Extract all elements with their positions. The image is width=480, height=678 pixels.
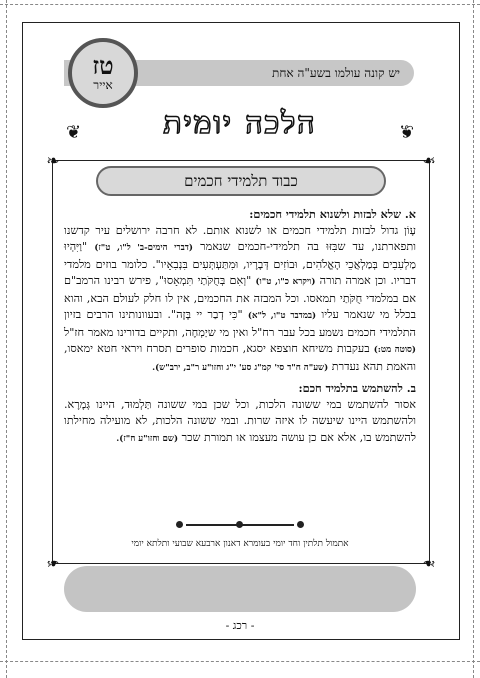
paragraph-heading: א. שלא לבזות ולשנוא תלמידי חכמים: [249, 207, 416, 221]
paragraph-heading: ב. להשתמש בתלמיד חכם: [298, 381, 416, 395]
flourish-right-icon: ❦ [398, 122, 414, 143]
separator-dot [297, 521, 304, 528]
text-segment: בעקבות משיחא חוצפא יסגא, חכמות סופרים תסרח ויראי חטא ימאסו, והאמת תהא נעדרת [64, 342, 416, 373]
page-number: - רכג - [225, 619, 255, 632]
page-title: הלכה יומית [163, 106, 317, 141]
date-day: טז [92, 51, 114, 80]
corner-ornament-icon: ❧ [422, 554, 436, 573]
source-reference: (ויקרא כ"ו, ט"ו) [255, 277, 316, 287]
date-month: אייר [93, 78, 113, 92]
source-reference: (שם וחזו"ע ח"ז). [116, 433, 179, 444]
separator-dot [176, 521, 183, 528]
section-title-tab [96, 166, 386, 196]
text-segment: "וְאִם בְּחֻקֹּתַי תִּמְאָסוּ", פירש רבינו הרמב"ם אם במלמדי חֻקֹּתַי תמאסו. וכל המבזה את החכמים, אין לו חלק לעולם הבא, והוא בכלל מי שנאמר עליו [64, 274, 416, 321]
text-segment: אסור להשתמש במי ששונה הלכות, וכל שכן במי ששונה תַּלְמוּד, היינו גְּמָרָא. ולהשתמש היינו שיעשה לו איזה שרות. ובמי ששונה הלכות, לא מועילה מחילתו להשתמש בו, אלא אם כן עושה מעצמו או תמורת שכר [64, 397, 416, 444]
flourish-left-icon: ❦ [66, 122, 82, 143]
text-segment: "כִּי דְבַר יי בָּזָה". ובעוונותינו הרבים בזיון התלמידי חכמים נשמע בכל עבר רח"ל ואין מי שיַמְחֶה, ותקיים בדורינו מאמר חז"ל [64, 308, 416, 339]
header-subtitle: יש קונה עולמו בשע"ה אחת [272, 65, 400, 80]
corner-ornament-icon: ❧ [46, 151, 60, 170]
source-reference: (דברי הימים-ב' ל"ו, ט"ז) [94, 243, 193, 253]
cut-line-right [473, 0, 474, 678]
corner-ornament-icon: ❧ [46, 554, 60, 573]
title-area [62, 106, 418, 146]
halacha-body [64, 206, 416, 447]
separator-ornament [176, 520, 304, 530]
date-badge [68, 38, 138, 108]
cut-line-top [0, 4, 480, 5]
separator-dot [236, 521, 243, 528]
text-segment: עָוֹן גדול לבזות תלמידי חכמים או לשנוא אותם. לא חרבה ירושלים עיר קדשנו ותפארתנו, עד שבִּזּוּ בה תלמידי-חכמים שנאמר [64, 223, 416, 253]
section-title: כבוד תלמידי חכמים [184, 171, 298, 190]
paragraph-text [64, 397, 416, 448]
omer-count: אתמול תלתין וחד יומי בעומרא דאנון ארבעא שבועי ותלתא יומי [131, 539, 349, 549]
footer-bar [64, 566, 416, 612]
corner-ornament-icon: ❧ [422, 151, 436, 170]
cut-line-bottom [0, 661, 480, 662]
paragraph-text [64, 223, 416, 377]
source-reference: (סוטה מט:) [373, 345, 416, 355]
source-reference: (במדבר ט"ו, ל"א) [247, 311, 317, 321]
text-segment: "וַיִּהְיוּ מַלְעִבִים בְּמַלְאֲכֵי הָאֱלֹהִים, וּבוֹזִים דְּבָרָיו, וּמִתַּעְתְּעִים בִּנְבִאָיו". כלומר בוזים מלמדי דבריו. וכן אמרה תורה [64, 240, 416, 287]
cut-line-left [6, 0, 7, 678]
source-reference: (שע"ה ח"ד סי' קמ"ג סע' י"ג וחזו"ע ר"ב, ירב"ש). [152, 362, 329, 373]
